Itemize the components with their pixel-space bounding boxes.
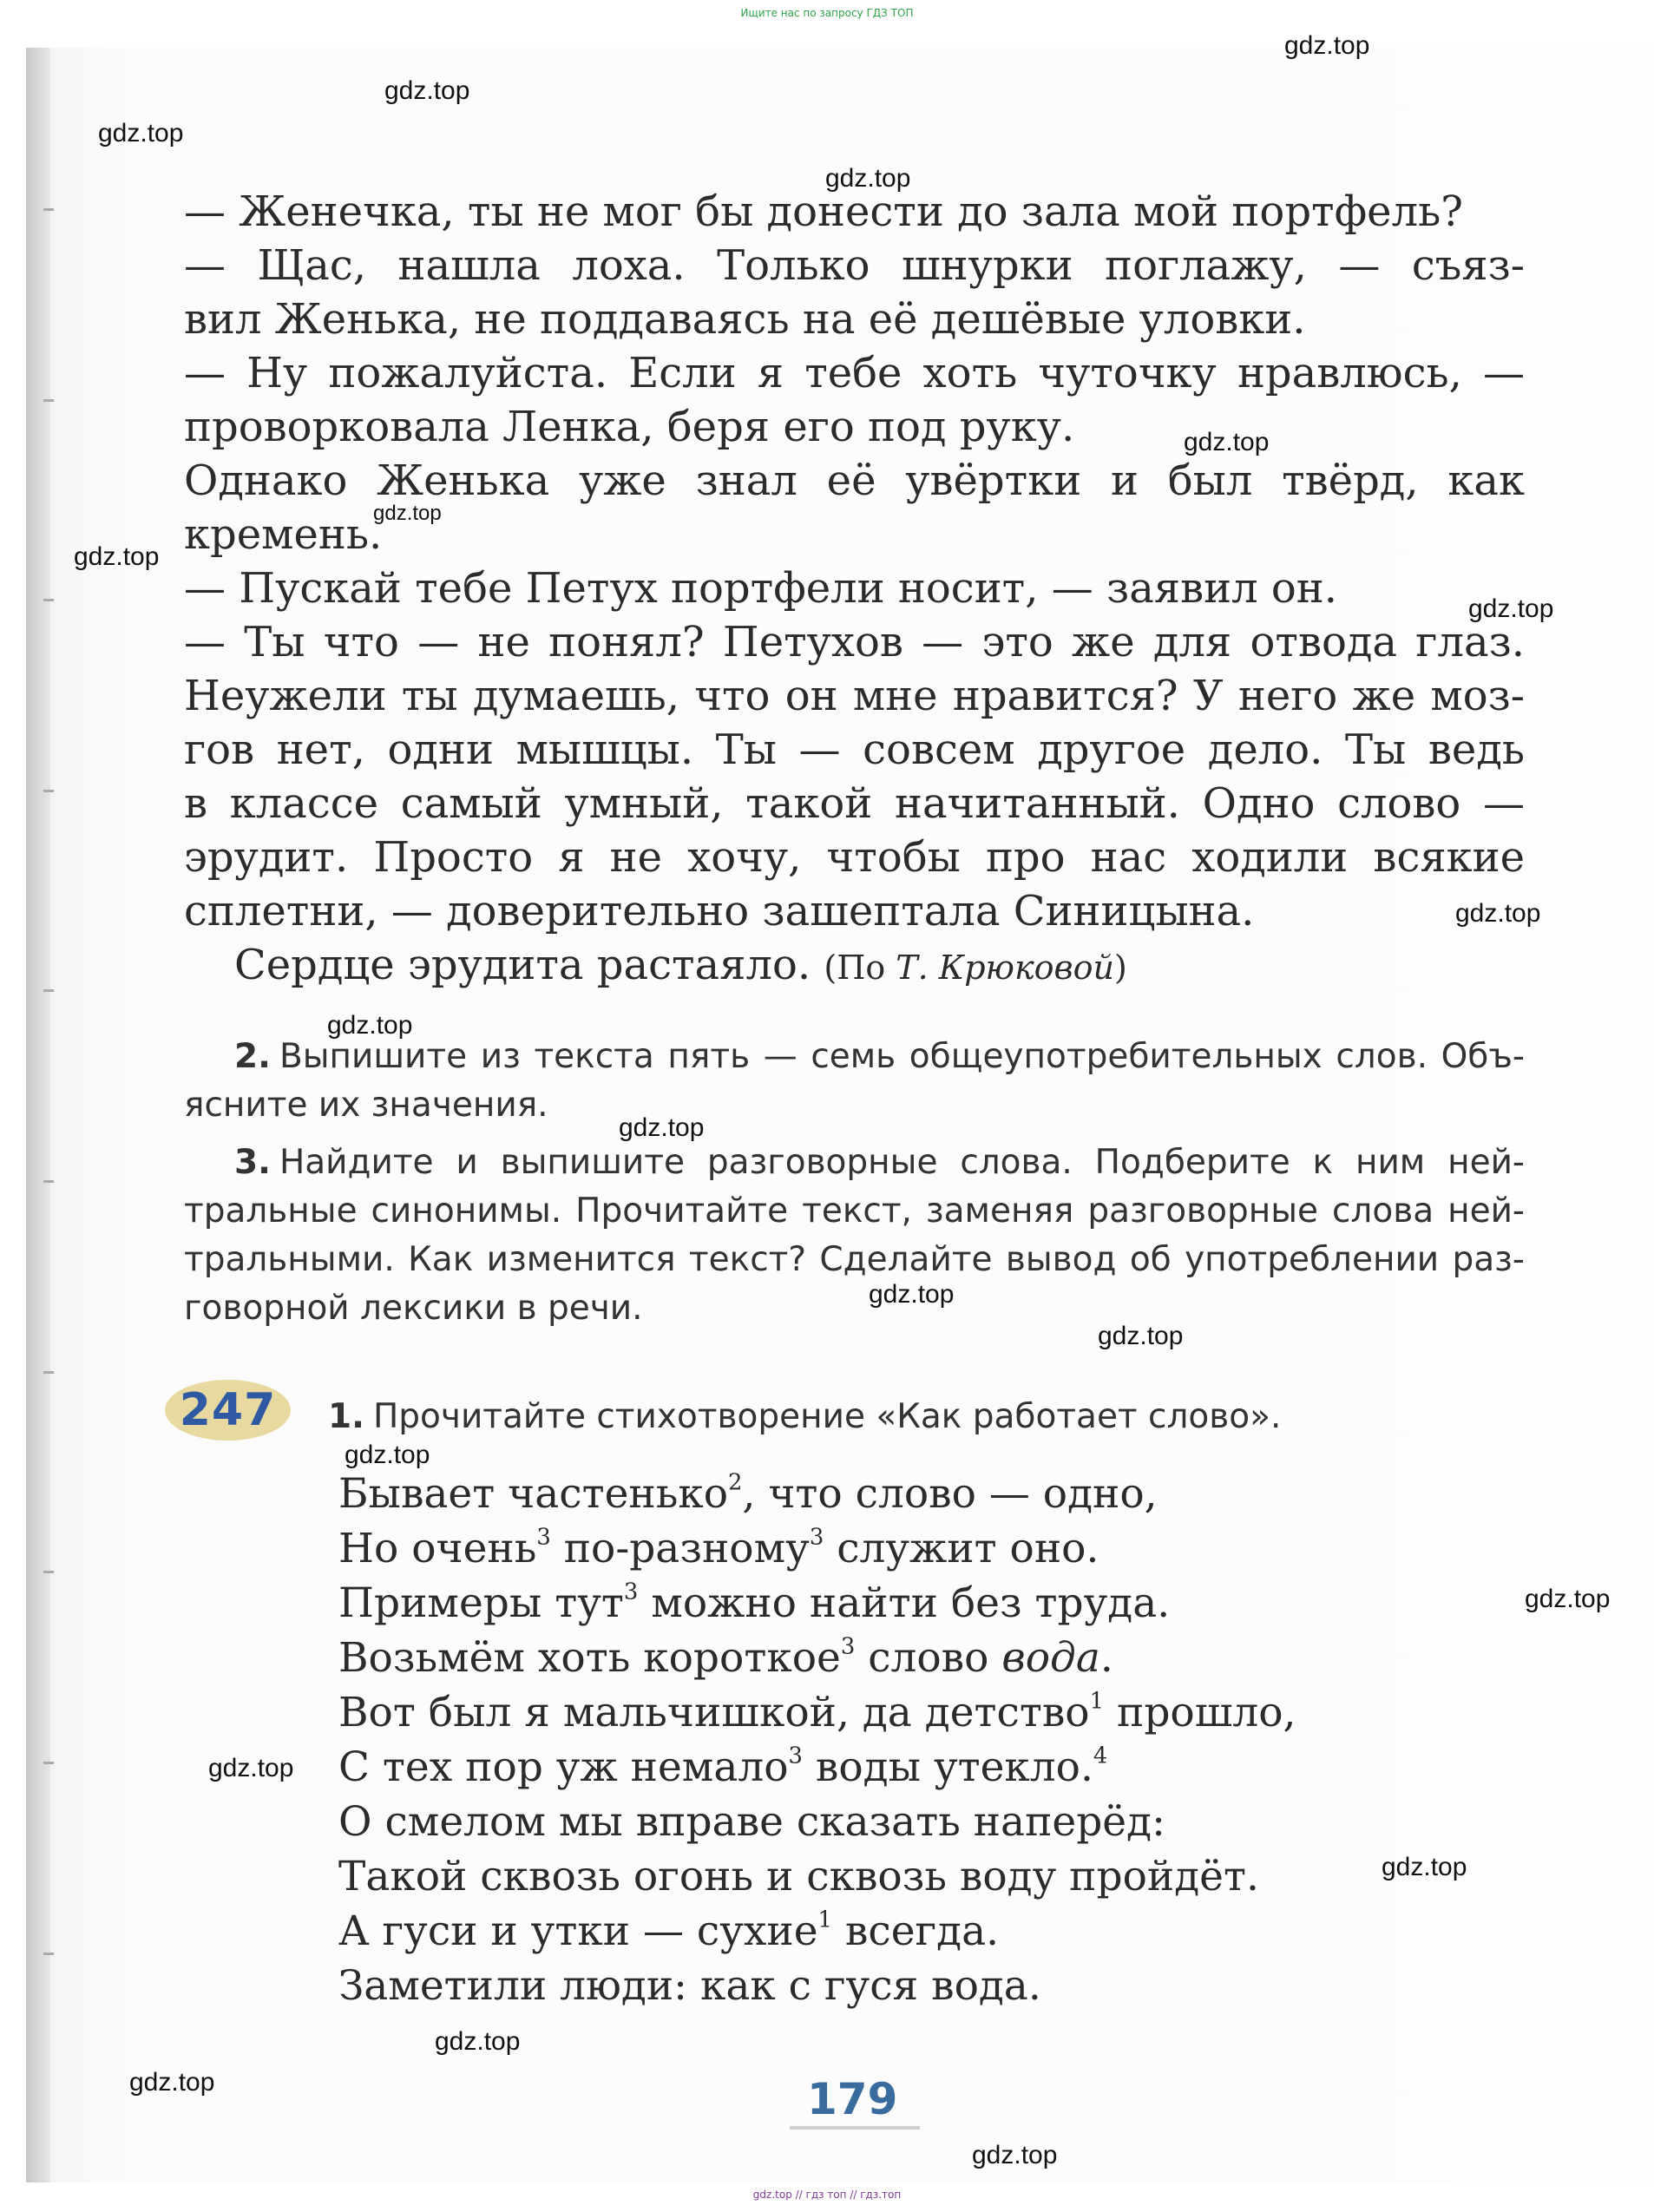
watermark: gdz.top bbox=[825, 164, 911, 193]
watermark: gdz.top bbox=[1284, 31, 1370, 60]
binding-mark bbox=[43, 1953, 54, 1955]
task-2-line: ясните их значения. bbox=[184, 1086, 548, 1125]
task-3-line: тральные синонимы. Прочитайте текст, заменяя разговорные слова ней- bbox=[184, 1191, 1525, 1231]
binding-mark bbox=[43, 989, 54, 992]
watermark: gdz.top bbox=[74, 542, 160, 571]
watermark: gdz.top bbox=[619, 1113, 705, 1142]
task-3-line: тральными. Как изменится текст? Сделайте вывод об употреблении раз- bbox=[184, 1240, 1525, 1279]
watermark: gdz.top bbox=[1098, 1322, 1184, 1350]
attribution: (По Т. Крюковой) bbox=[824, 948, 1127, 987]
binding-mark bbox=[43, 399, 54, 402]
binding-mark bbox=[43, 1180, 54, 1183]
task-3-line: говорной лексики в речи. bbox=[184, 1289, 643, 1328]
binding-mark bbox=[43, 1571, 54, 1573]
watermark: gdz.top bbox=[1455, 899, 1541, 928]
binding-mark bbox=[43, 599, 54, 601]
story-line: — Щас, нашла лоха. Только шнурки поглажу, — съяз- bbox=[184, 241, 1525, 290]
page-number-rule bbox=[790, 2126, 920, 2130]
poem-line: Такой сквозь огонь и сквозь воду пройдёт. bbox=[338, 1853, 1259, 1900]
poem-line: С тех пор уж немало$^3$ воды утекло.$^4$ bbox=[338, 1743, 1108, 1791]
task-number: 3. bbox=[234, 1143, 271, 1182]
exercise-number-badge: 247 bbox=[165, 1380, 291, 1441]
watermark: gdz.top bbox=[345, 1441, 430, 1469]
poem-line: Примеры тут$^3$ можно найти без труда. bbox=[338, 1579, 1171, 1627]
poem-line: Заметили люди: как с гуся вода. bbox=[338, 1962, 1041, 2010]
story-line: — Ну пожалуйста. Если я тебе хоть чуточку нравлюсь, — bbox=[184, 349, 1525, 397]
story-line: гов нет, одни мышцы. Ты — совсем другое дело. Ты ведь bbox=[184, 725, 1525, 774]
watermark: gdz.top bbox=[972, 2141, 1058, 2169]
watermark: gdz.top bbox=[869, 1280, 955, 1309]
story-line: в классе самый умный, такой начитанный. Одно слово — bbox=[184, 779, 1525, 828]
page-binding bbox=[26, 48, 50, 2182]
story-line: — Пускай тебе Петух портфели носит, — заявил он. bbox=[184, 564, 1337, 613]
story-line: кремень. bbox=[184, 510, 383, 559]
watermark: gdz.top bbox=[1525, 1585, 1611, 1613]
watermark: gdz.top bbox=[98, 119, 184, 148]
header-note[interactable]: Ищите нас по запросу ГДЗ ТОП bbox=[740, 7, 914, 19]
story-line: Сердце эрудита растаяло. bbox=[234, 941, 811, 989]
story-line: — Ты что — не понял? Петухов — это же для отвода глаз. bbox=[184, 618, 1525, 666]
watermark: gdz.top bbox=[384, 76, 470, 105]
binding-mark bbox=[43, 1762, 54, 1764]
binding-mark bbox=[43, 208, 54, 211]
task-number: 1. bbox=[328, 1397, 364, 1436]
watermark: gdz.top bbox=[1382, 1853, 1467, 1881]
poem-line: Бывает частенько$^2$, что слово — одно, bbox=[338, 1469, 1158, 1518]
story-last-line bbox=[184, 938, 1525, 994]
poem-line: Вот был я мальчишкой, да детство$^1$ прошло, bbox=[338, 1688, 1296, 1736]
task-2-line: 2. Выпишите из текста пять — семь общеупотребительных слов. Объ- bbox=[234, 1037, 1525, 1076]
watermark: gdz.top bbox=[327, 1011, 413, 1040]
poem-line: А гуси и утки — сухие$^1$ всегда. bbox=[338, 1907, 1000, 1955]
binding-mark bbox=[43, 790, 54, 792]
story-line: эрудит. Просто я не хочу, чтобы про нас ходили всякие bbox=[184, 833, 1525, 882]
poem-line: Возьмём хоть короткое$^3$ слово вода. bbox=[338, 1633, 1113, 1682]
story-line: Однако Женька уже знал её увёртки и был твёрд, как bbox=[184, 456, 1525, 505]
story-line: Неужели ты думаешь, что он мне нравится? У него же моз- bbox=[184, 672, 1525, 720]
footer-note[interactable]: gdz.top // гдз топ // гдз.топ bbox=[752, 2189, 902, 2201]
poem-line: Но очень$^3$ по-разному$^3$ служит оно. bbox=[338, 1524, 1099, 1572]
watermark: gdz.top bbox=[129, 2068, 215, 2097]
binding-mark bbox=[43, 1371, 54, 1374]
story-line: проворковала Ленка, беря его под руку. bbox=[184, 403, 1075, 451]
watermark: gdz.top bbox=[373, 502, 442, 525]
page-number: 179 bbox=[807, 2074, 898, 2124]
watermark: gdz.top bbox=[1184, 428, 1270, 456]
exercise-247-task: 1. Прочитайте стихотворение «Как работает слово». bbox=[328, 1397, 1282, 1436]
watermark: gdz.top bbox=[208, 1754, 294, 1782]
story-line: сплетни, — доверительно зашептала Синицына. bbox=[184, 887, 1255, 935]
poem-line: О смелом мы вправе сказать наперёд: bbox=[338, 1798, 1165, 1846]
task-number: 2. bbox=[234, 1037, 271, 1076]
watermark: gdz.top bbox=[1468, 594, 1554, 623]
story-line: вил Женька, не поддаваясь на её дешёвые уловки. bbox=[184, 295, 1306, 344]
story-line: — Женечка, ты не мог бы донести до зала мой портфель? bbox=[184, 187, 1463, 236]
watermark: gdz.top bbox=[435, 2027, 521, 2056]
attribution-author: Т. Крюковой bbox=[896, 948, 1115, 987]
task-3-line: 3. Найдите и выпишите разговорные слова. Подберите к ним ней- bbox=[234, 1143, 1525, 1182]
